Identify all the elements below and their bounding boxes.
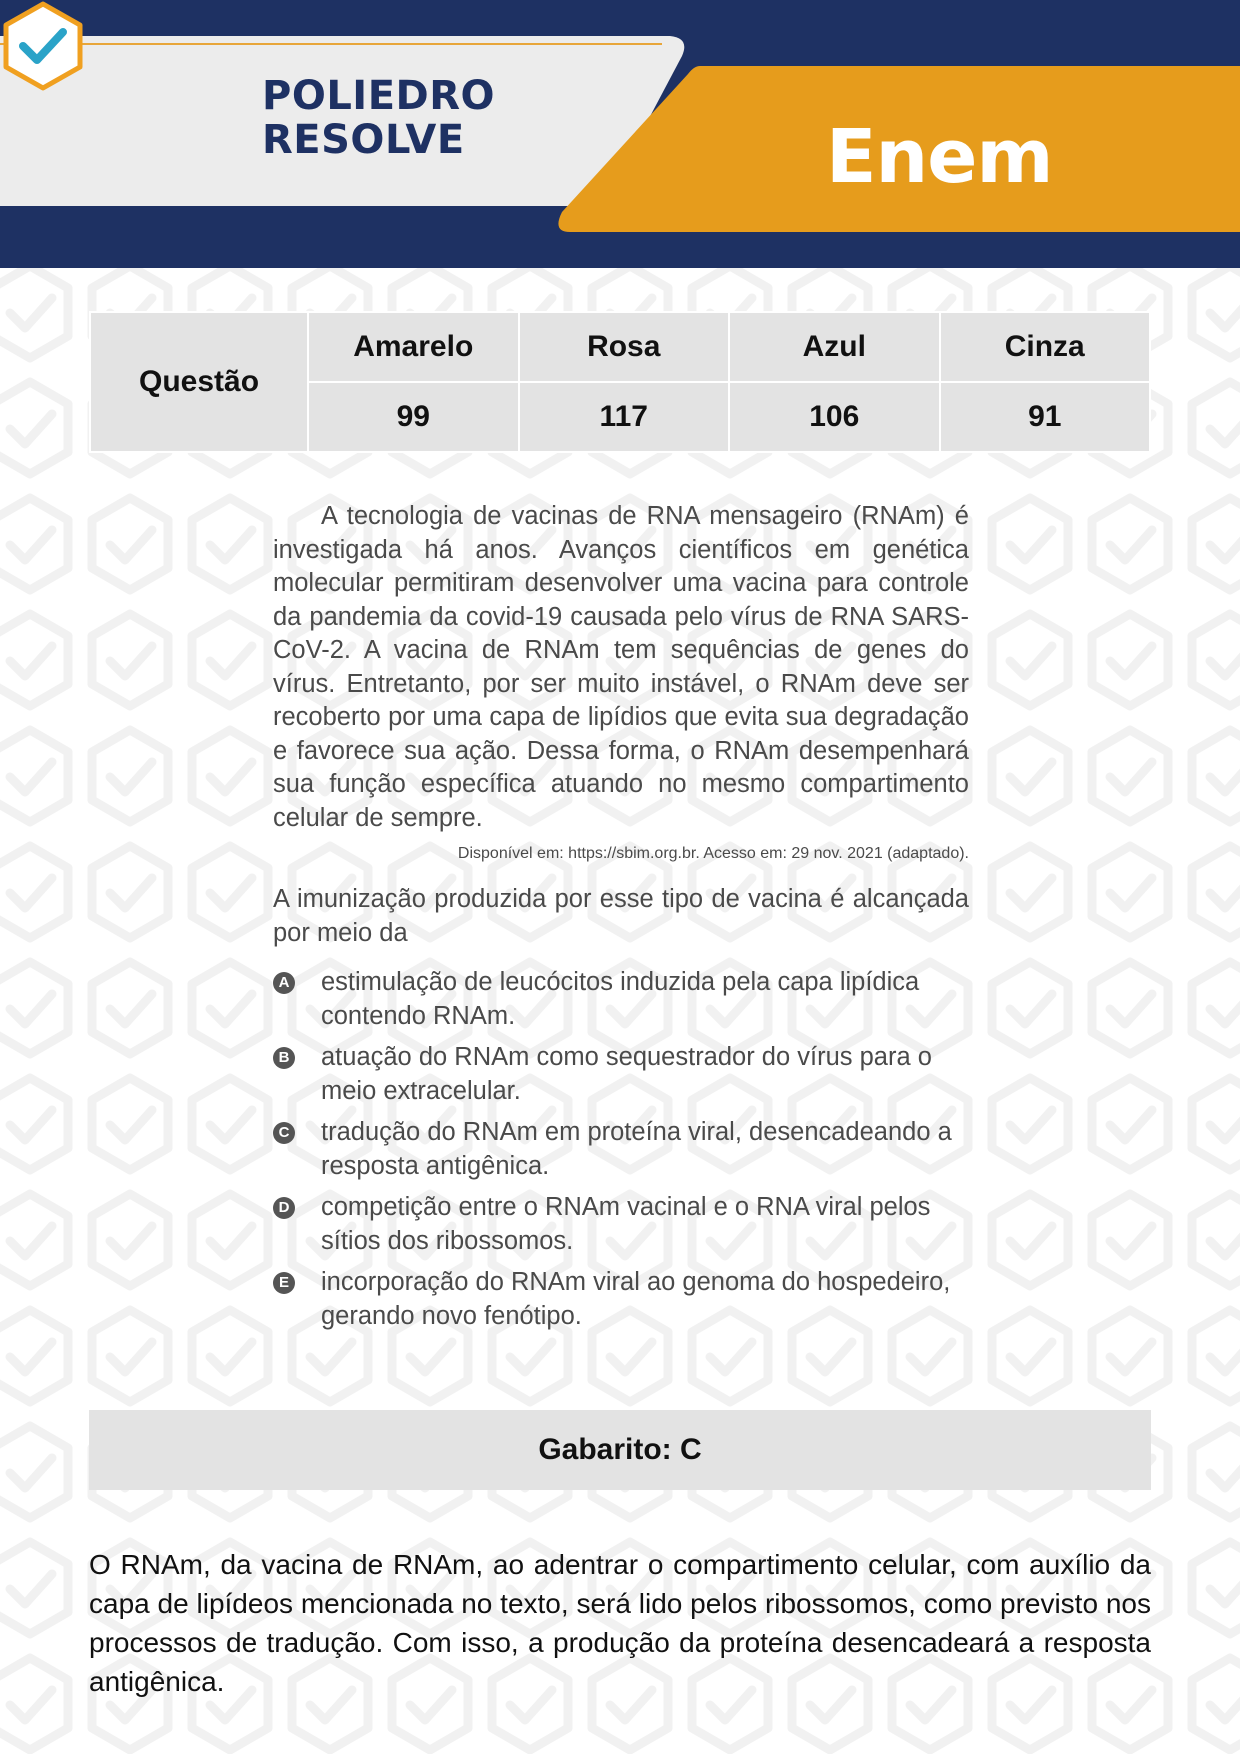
option-b-letter-icon: B [273, 1047, 295, 1069]
question-number-rosa: 117 [519, 382, 730, 452]
option-e-letter-icon: E [273, 1272, 295, 1294]
option-c-letter-icon: C [273, 1122, 295, 1144]
option-c-text: tradução do RNAm em proteína viral, desencadeando a resposta antigênica. [321, 1118, 952, 1180]
check-hexagon-logo-icon [0, 0, 86, 92]
brand-name [262, 74, 495, 162]
brand-line-2: RESOLVE [262, 117, 465, 163]
option-c [273, 1116, 969, 1183]
option-a-text: estimulação de leucócitos induzida pela capa lipídica contendo RNAm. [321, 968, 920, 1030]
question-label-cell: Questão [90, 312, 308, 452]
exam-title: Enem [826, 114, 1053, 200]
option-b [273, 1041, 969, 1108]
question-body [273, 500, 969, 1341]
column-header-cinza: Cinza [940, 312, 1151, 382]
option-e-text: incorporação do RNAm viral ao genoma do hospedeiro, gerando novo fenótipo. [321, 1268, 951, 1330]
column-header-amarelo: Amarelo [308, 312, 519, 382]
option-a [273, 966, 969, 1033]
question-number-azul: 106 [729, 382, 940, 452]
option-d-text: competição entre o RNAm vacinal e o RNA viral pelos sítios dos ribossomos. [321, 1193, 931, 1255]
question-number-cinza: 91 [940, 382, 1151, 452]
question-passage: A tecnologia de vacinas de RNA mensageiro (RNAm) é investigada há anos. Avanços científicos em genética molecular permitiram desenvolver uma vacina para controle da pandemia da covid-19 causada pelo vírus de RNA SARS-CoV-2. A vacina de RNAm tem sequências de genes do vírus. Entretanto, por ser muito instável, o RNAm deve ser recoberto por uma capa de lipídios que evita sua degradação e favorece sua ação. Dessa forma, o RNAm desempenhará sua função específica atuando no mesmo compartimento celular de sempre. [273, 502, 969, 832]
column-header-rosa: Rosa [519, 312, 730, 382]
header-shapes [0, 0, 1240, 268]
brand-line-1: POLIEDRO [262, 73, 496, 119]
answer-key-bar: Gabarito: C [89, 1410, 1151, 1490]
option-e [273, 1266, 969, 1333]
answer-explanation: O RNAm, da vacina de RNAm, ao adentrar o compartimento celular, com auxílio da capa de lipídeos mencionada no texto, será lido pelos ribossomos, como previsto nos processos de tradução. Com isso, a produção da proteína desencadeará a resposta antigênica. [89, 1549, 1151, 1697]
option-b-text: atuação do RNAm como sequestrador do vírus para o meio extracelular. [321, 1043, 932, 1105]
question-prompt: A imunização produzida por esse tipo de vacina é alcançada por meio da [273, 885, 969, 947]
column-header-azul: Azul [729, 312, 940, 382]
option-d [273, 1191, 969, 1258]
option-a-letter-icon: A [273, 972, 295, 994]
question-number-table [89, 311, 1151, 453]
passage-source: Disponível em: https://sbim.org.br. Acesso em: 29 nov. 2021 (adaptado). [457, 845, 969, 862]
question-number-amarelo: 99 [308, 382, 519, 452]
answer-options [273, 966, 969, 1333]
option-d-letter-icon: D [273, 1197, 295, 1219]
header-banner [0, 0, 1240, 268]
